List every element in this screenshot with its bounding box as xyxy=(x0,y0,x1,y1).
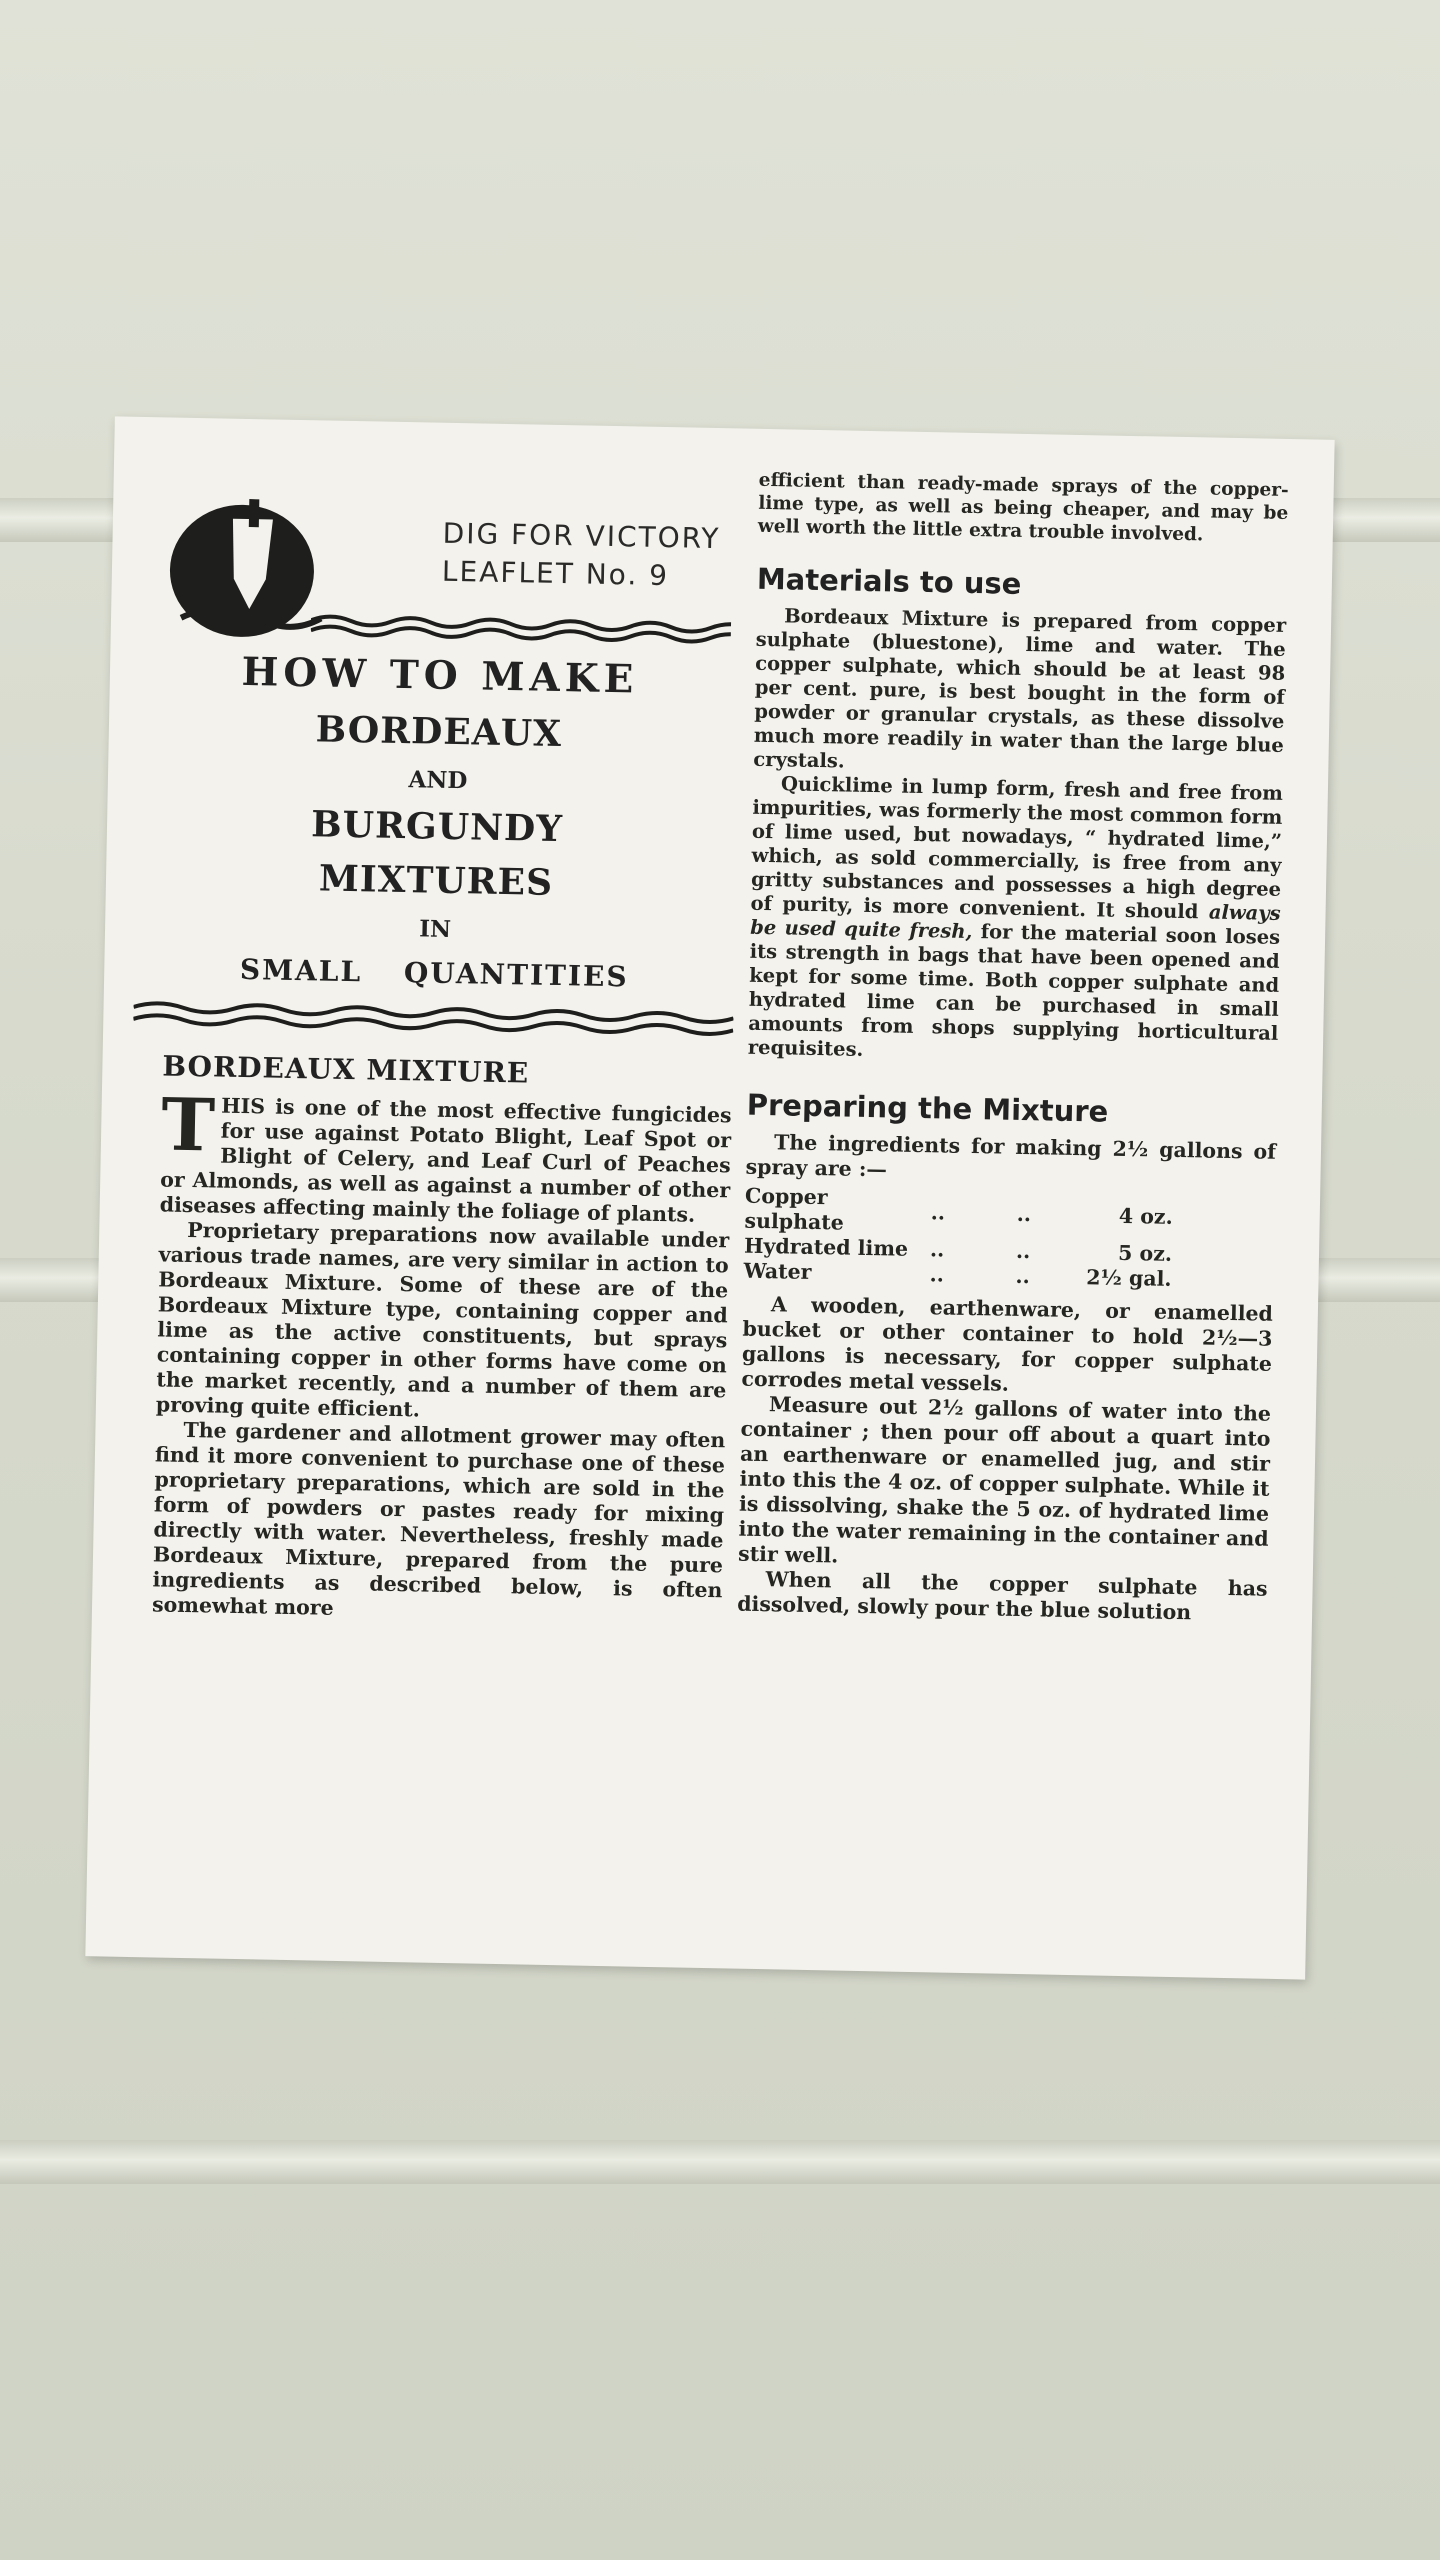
ingredient-dots: .. xyxy=(1015,1238,1031,1264)
ingredient-quantity: 2½ gal. xyxy=(1085,1265,1172,1291)
continuation-text xyxy=(758,469,1289,548)
bordeaux-body xyxy=(151,1081,732,1628)
preparing-para-2: A wooden, earthenware, or enamelled bucket or other container to hold 2½—3 gallons is necessary, for copper sulphate corrodes metal vessels. xyxy=(741,1292,1274,1396)
drop-cap: T xyxy=(160,1081,216,1168)
spade-emblem-icon xyxy=(160,497,333,650)
ingredients-table xyxy=(743,1184,1179,1292)
title-line-7: SMALL QUANTITIES xyxy=(239,952,629,994)
materials-para-2-b: for the material soon loses its strength in bags that have been opened and kept for some time. Both copper sulphate and hydrated lime can be purchased in small amounts from shops supplying horticultural requisites. xyxy=(747,920,1281,1061)
ingredient-name: Water xyxy=(743,1258,812,1284)
bordeaux-para-1 xyxy=(159,1081,732,1228)
series-line-2: LEAFLET No. 9 xyxy=(441,554,670,593)
preparing-heading: Preparing the Mixture xyxy=(746,1087,1109,1129)
preparing-body xyxy=(737,1130,1276,1627)
title-line-4: BURGUNDY xyxy=(310,803,564,851)
ingredient-quantity: 5 oz. xyxy=(1117,1240,1173,1266)
leaflet-series-label xyxy=(442,515,723,596)
preparing-para-4: When all the copper sulphate has dissolved, slowly pour the blue solution xyxy=(736,1567,1268,1625)
materials-para-2 xyxy=(748,772,1283,1070)
title-line-1: HOW TO MAKE xyxy=(241,648,639,703)
preparing-intro: The ingredients for making 2½ gallons of spray are :— xyxy=(745,1130,1277,1182)
title-line-5: MIXTURES xyxy=(318,857,554,904)
ingredient-dots: .. xyxy=(929,1262,945,1287)
ingredient-dots: .. xyxy=(929,1237,945,1262)
ingredient-name: Hydrated lime xyxy=(743,1233,909,1261)
continuation-para: efficient than ready-made sprays of the copper-lime type, as well as being cheaper, and may be well worth the little extra trouble involved. xyxy=(757,469,1289,546)
materials-para-2-a: Quicklime in lump form, fresh and free from impurities, was formerly the most common form of lime used, but nowadays, “ hydrated lime,” which, as sold commercially, is free from any gritty substances and possesses a high degree of purity, is more convenient. It should xyxy=(750,772,1284,924)
ingredient-dots: .. xyxy=(1016,1201,1032,1226)
title-line-6: IN xyxy=(418,915,452,943)
bordeaux-heading: BORDEAUX MIXTURE xyxy=(162,1049,530,1090)
header-wave-divider xyxy=(311,610,731,646)
ingredient-dots: .. xyxy=(930,1199,946,1225)
bordeaux-para-2: Proprietary preparations now available under various trade names, are very similar in action to Bordeaux Mixture. Some of these are of the Bordeaux Mixture type, containing copper and lime as the active constituents, but sprays containing copper in other forms have come on the market recently, and a number of them are proving quite efficient. xyxy=(155,1217,730,1422)
plank-seam xyxy=(0,2140,1440,2184)
ingredient-dots: .. xyxy=(1015,1263,1031,1289)
materials-body xyxy=(748,604,1287,1070)
materials-para-2-italic: always be used quite fresh, xyxy=(749,900,1281,943)
materials-heading: Materials to use xyxy=(756,561,1022,601)
preparing-para-3: Measure out 2½ gallons of water into the container ; then pour off about a quart into an earthenware or enamelled jug, and stir into this the 4 oz. of copper sulphate. While it is dissolving, shake the 5 oz. of hydrated lime into the water remaining in the container and stir well. xyxy=(737,1392,1272,1568)
right-column xyxy=(737,469,1289,1627)
bordeaux-para-3: The gardener and allotment grower may often find it more convenient to purchase one of these proprietary preparations, which are sold in the form of powders or pastes ready for mixing directly with water. Nevertheless, freshly made Bordeaux Mixture, prepared from the pure ingredients as described below, is often somewhat more xyxy=(151,1417,726,1620)
series-line-1: DIG FOR VICTORY xyxy=(442,516,721,556)
title-wave-divider xyxy=(133,997,733,1039)
ingredient-row xyxy=(744,1184,1179,1242)
bordeaux-para-1-text: HIS is one of the most effective fungicides for use against Potato Blight, Leaf Spot or Blight of Celery, and Leaf Curl of Peaches or Almonds, as well as against a number of other diseases affecting mainly the foliage of plants. xyxy=(159,1093,732,1227)
leaflet-title xyxy=(154,647,720,995)
materials-para-1: Bordeaux Mixture is prepared from copper sulphate (bluestone), lime and water. The copper sulphate, which should be at least 98 per cent. pure, is best bought in the form of powder or granular crystals, as these dissolve much more readily in water than the large blue crystals. xyxy=(753,604,1287,773)
title-line-2: BORDEAUX xyxy=(315,708,563,756)
ingredient-name: Copper sulphate xyxy=(744,1183,845,1235)
ingredient-quantity: 4 oz. xyxy=(1118,1203,1173,1229)
title-line-3: AND xyxy=(408,766,468,795)
left-column xyxy=(152,1049,733,1628)
leaflet-page xyxy=(85,416,1334,1979)
